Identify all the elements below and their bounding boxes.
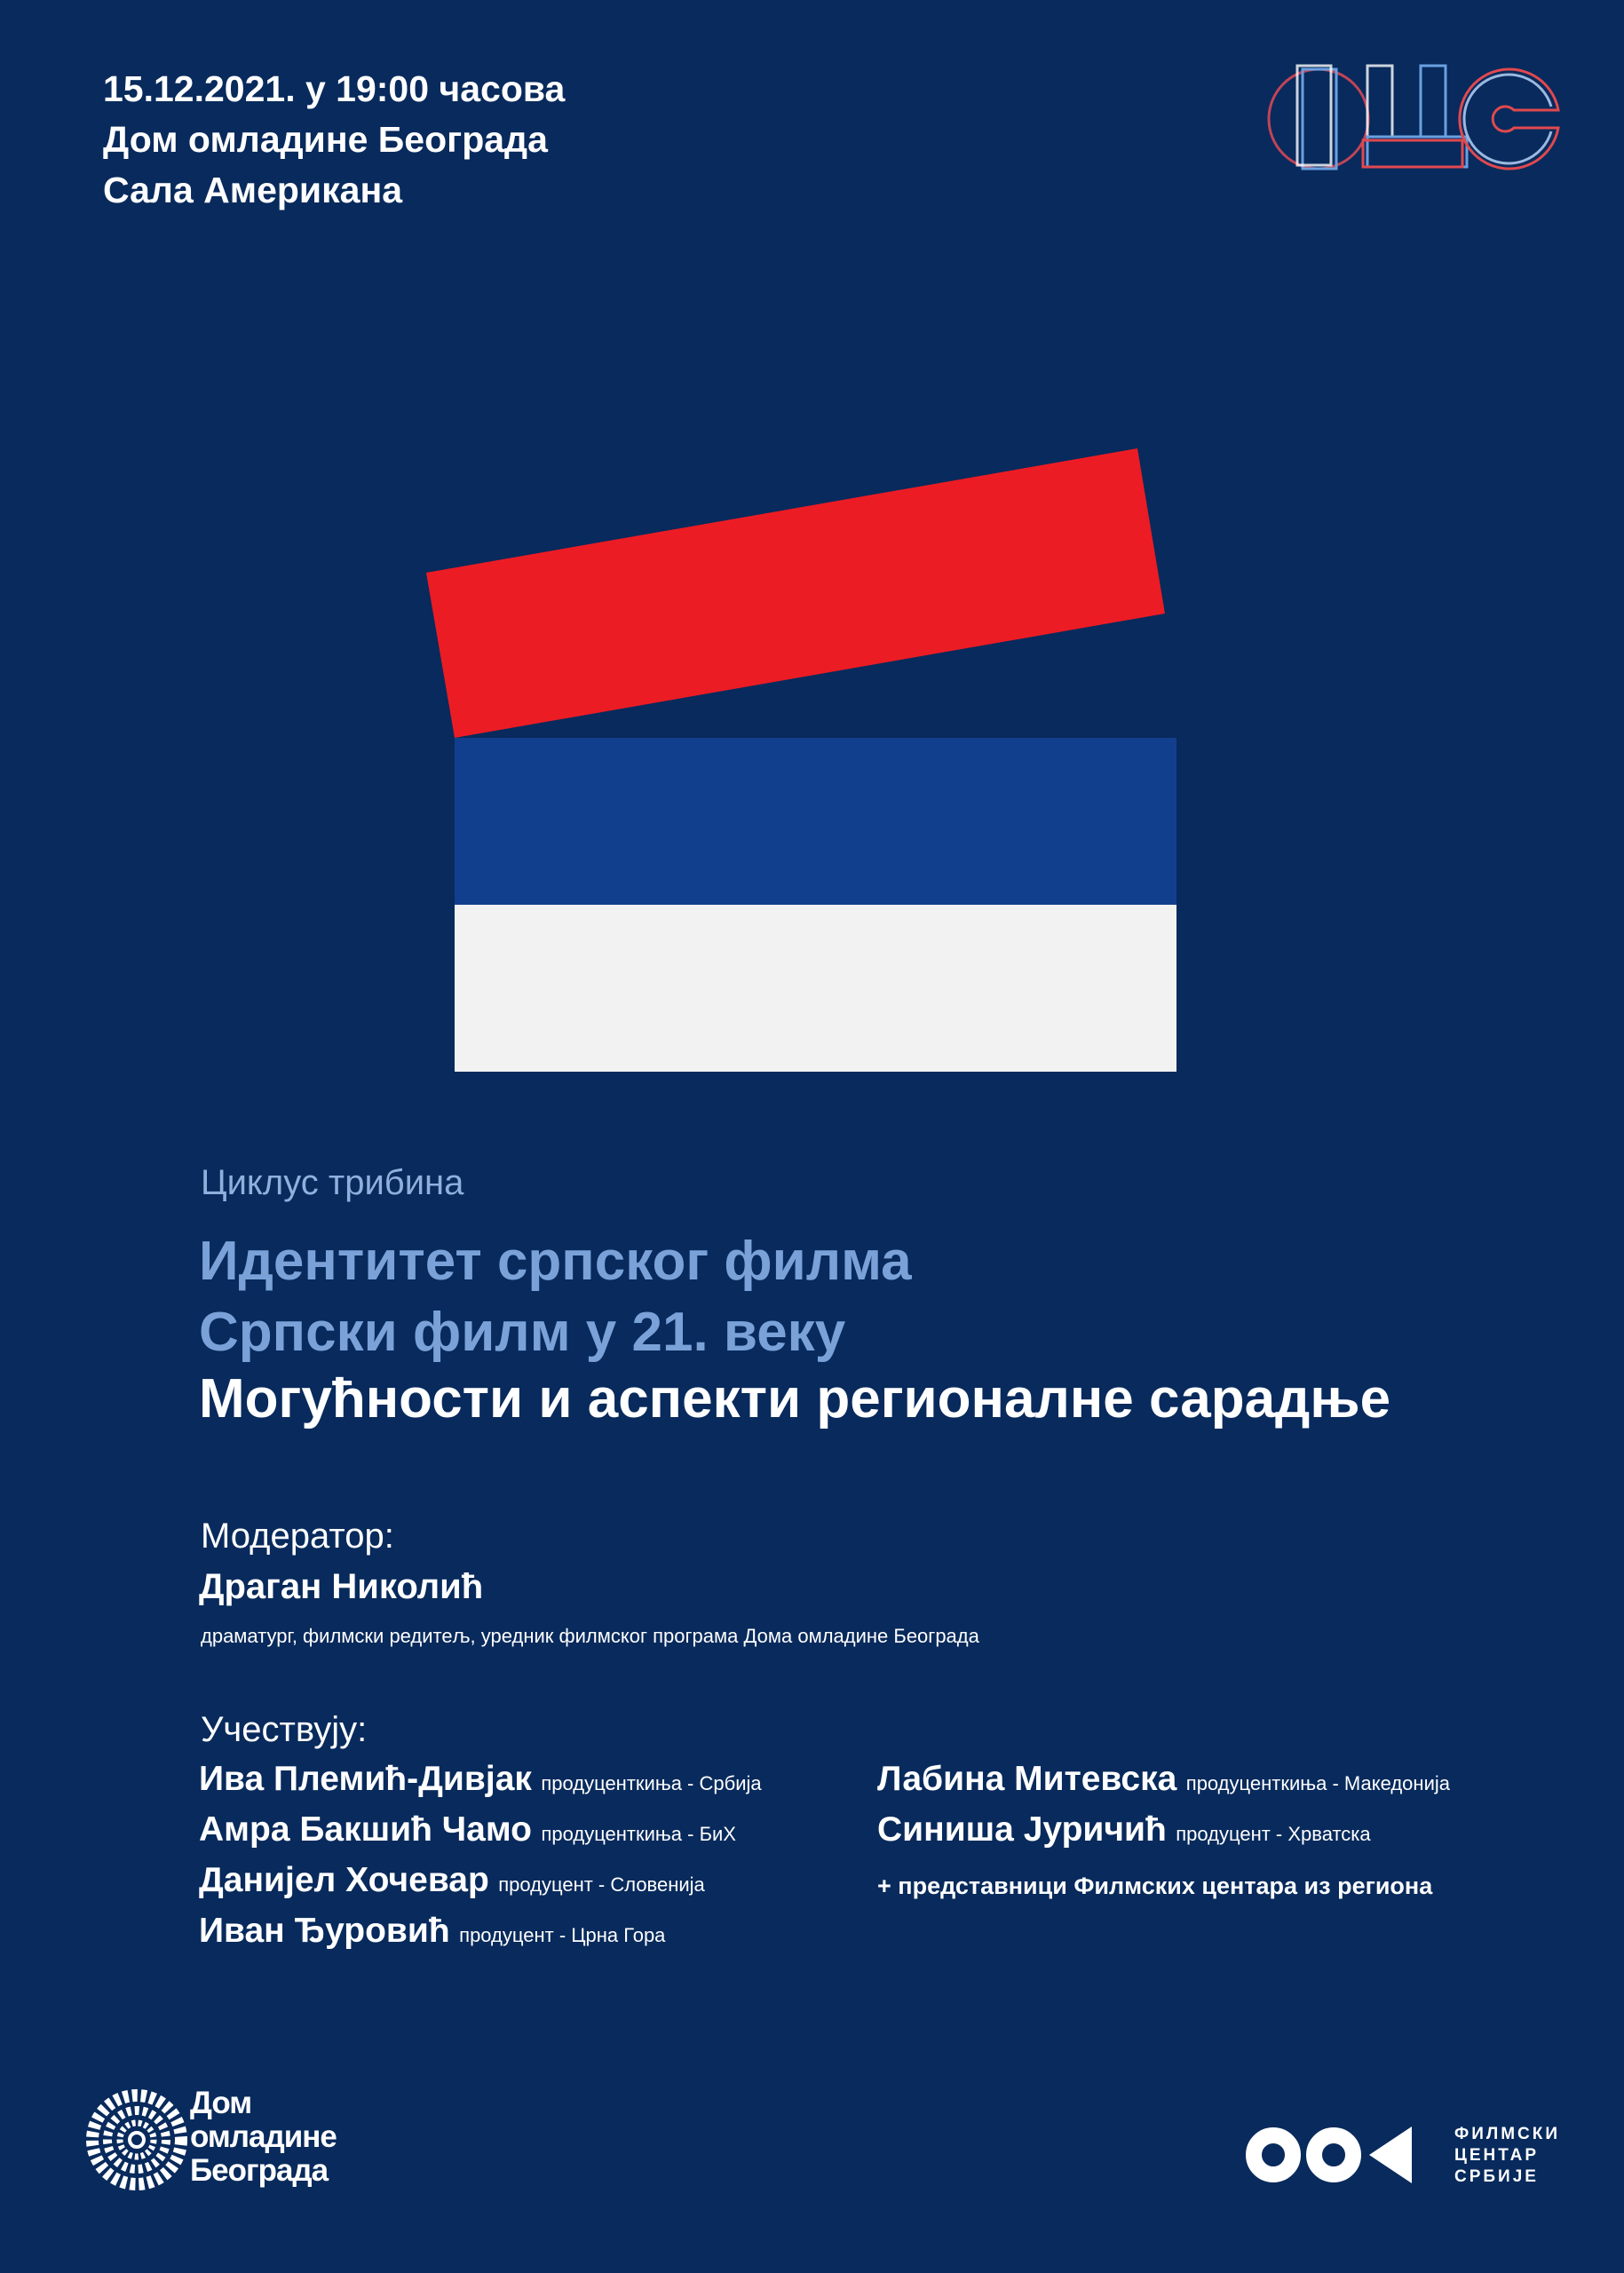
flag-white-stripe (455, 905, 1176, 1072)
participant-name: Ива Племић-Дивјак (199, 1760, 532, 1798)
dom-omladine-wheel-icon (85, 2087, 192, 2193)
dom-wordmark-line-2: омладине (190, 2119, 337, 2154)
series-label: Циклус трибина (201, 1163, 464, 1202)
flag-blue-stripe (455, 738, 1176, 905)
flag-clapperboard-illustration (417, 444, 1181, 1083)
dom-wordmark-line-3: Београда (190, 2153, 329, 2188)
fcs-wordmark-line-1: ФИЛМСКИ (1454, 2125, 1561, 2143)
dom-omladine-wordmark (190, 2087, 337, 2188)
participant-role: продуценткиња - БиХ (541, 1823, 736, 1845)
moderator-name: Драган Николић (199, 1567, 484, 1606)
participants-right-column (877, 1760, 1450, 1912)
event-venue: Дом омладине Београда (103, 119, 548, 160)
participants-extra: + представници Филмских центара из региона (877, 1873, 1433, 1899)
fcs-wordmark-line-3: СРБИЈЕ (1454, 2167, 1539, 2186)
participant-role: продуценткиња - Македонија (1185, 1772, 1450, 1794)
participant-name: Иван Ђуровић (199, 1912, 450, 1950)
moderator-description: драматург, филмски редитељ, уредник филмског програма Дома омладине Београда (201, 1625, 979, 1647)
event-datetime: 15.12.2021. у 19:00 часова (103, 68, 566, 109)
filmski-centar-wordmark (1454, 2124, 1560, 2188)
participant-row (877, 1810, 1450, 1861)
participants-extra-row (877, 1861, 1450, 1912)
participant-row (199, 1810, 762, 1861)
participant-name: Данијел Хочевар (199, 1861, 489, 1899)
participant-row (877, 1760, 1450, 1810)
participant-role: продуцент - Црна Гора (459, 1924, 666, 1946)
ods-logo (1265, 62, 1567, 176)
dom-wordmark-line-1: Дом (190, 2086, 252, 2120)
title-line-1: Идентитет српског филма (199, 1231, 912, 1292)
participants-label: Учествују: (201, 1710, 368, 1749)
participant-role: продуценткиња - Србија (541, 1772, 762, 1794)
participant-row (199, 1760, 762, 1810)
participant-name: Лабина Митевска (877, 1760, 1177, 1798)
participants-left-column (199, 1760, 762, 1962)
participant-name: Амра Бакшић Чамо (199, 1810, 532, 1849)
title-line-2: Српски филм у 21. веку (199, 1302, 846, 1363)
participant-role: продуцент - Словенија (498, 1873, 705, 1896)
participant-row (199, 1912, 762, 1962)
participant-name: Синиша Јуричић (877, 1810, 1167, 1849)
moderator-label: Модератор: (201, 1517, 394, 1556)
fcs-wordmark-line-2: ЦЕНТАР (1454, 2146, 1540, 2165)
event-hall: Сала Американа (103, 170, 403, 210)
event-info (103, 64, 565, 216)
participant-row (199, 1861, 762, 1912)
clapper-red-stick (426, 448, 1165, 738)
title-line-3: Могућности и аспекти регионалне сарадње (199, 1368, 1391, 1430)
filmski-centar-logo-icon (1245, 2124, 1414, 2186)
participant-role: продуцент - Хрватска (1176, 1823, 1371, 1845)
